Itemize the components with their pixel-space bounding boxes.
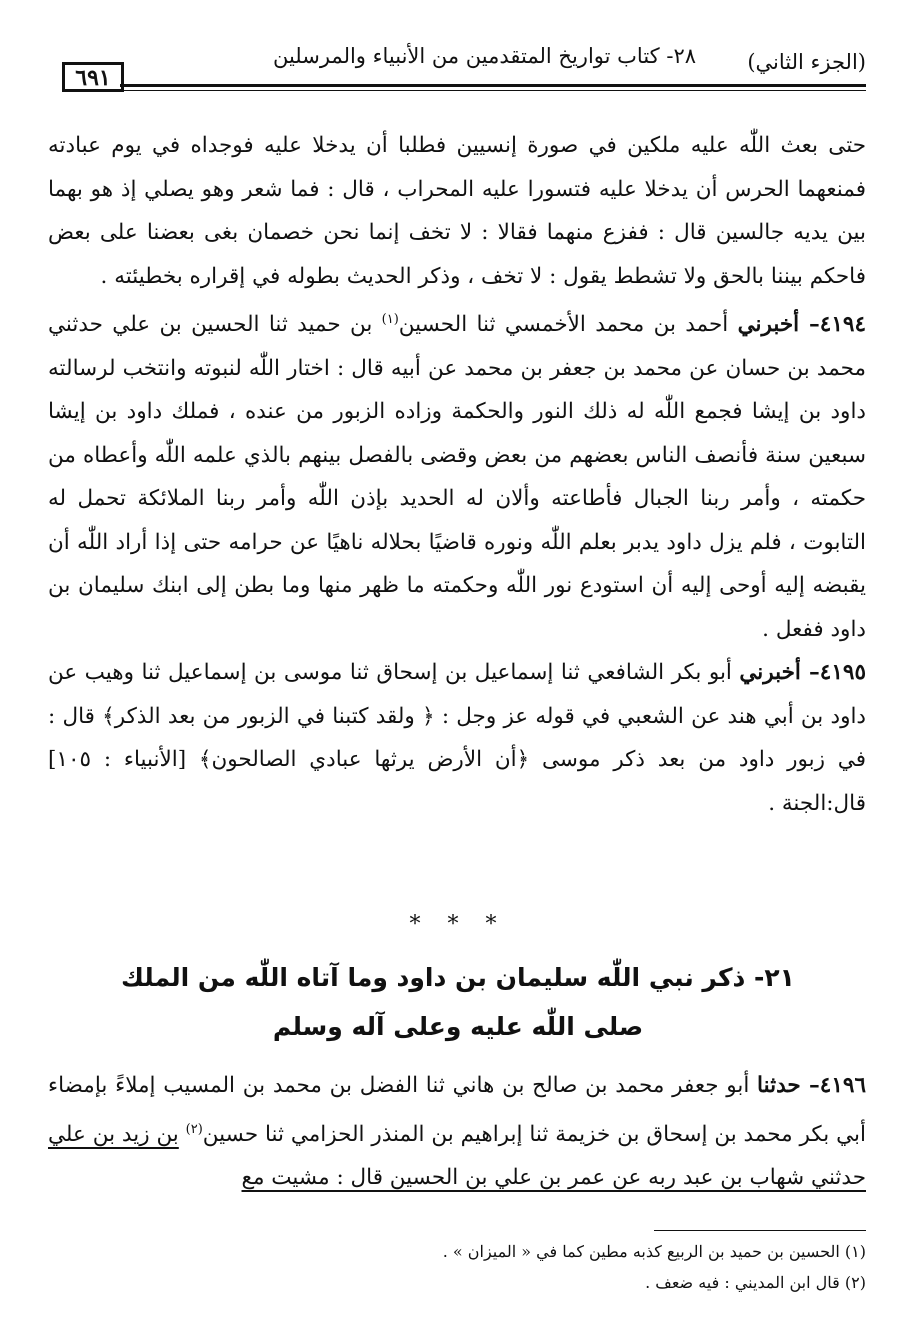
footnotes — [48, 1236, 866, 1298]
hadith-4195 — [48, 651, 866, 825]
hadith-number: ٤١٩٦ — [819, 1073, 866, 1098]
main-text-2 — [48, 1064, 866, 1200]
hadith-4196 — [48, 1064, 866, 1200]
footnote-rule — [654, 1230, 866, 1231]
page-header — [60, 40, 866, 100]
footnote-text: الحسين بن حميد بن الربيع كذبه مطين كما في « الميزان » . — [442, 1242, 840, 1261]
hadith-label: – أخبرني — [737, 312, 820, 338]
page-number: ٦٩١ — [62, 62, 124, 92]
footnote-item — [48, 1236, 866, 1267]
footnote-number: (١) — [844, 1242, 866, 1261]
chapter-subtitle: صلى اللّٰه عليه وعلى آله وسلم — [272, 1012, 644, 1041]
volume-label: (الجزء الثاني) — [747, 50, 866, 74]
header-rule-thick — [120, 84, 866, 87]
hadith-label: – أخبرني — [739, 660, 820, 686]
hadith-text: أبو جعفر محمد بن صالح بن هاني ثنا الفضل بن محمد بن المسيب إملاءً بإمضاء أبي بكر محمد بن إسحاق بن خزيمة ثنا إبراهيم بن المنذر الحزامي ثنا حسين — [48, 1073, 866, 1147]
main-text — [48, 124, 866, 825]
chapter-title: ٢١- ذكر نبي اللّٰه سليمان بن داود وما آتاه اللّٰه من الملك — [121, 963, 795, 992]
book-title: ٢٨- كتاب تواريخ المتقدمين من الأنبياء والمرسلين — [272, 44, 696, 68]
footnote-text: قال ابن المديني : فيه ضعف . — [645, 1273, 840, 1292]
hadith-text: أبو بكر الشافعي ثنا إسماعيل بن إسحاق ثنا موسى بن إسماعيل ثنا وهيب عن داود بن أبي هند عن الشعبي في قوله عز وجل : ﴿ ولقد كتبنا في الزبور من بعد الذكر﴾ قال : في زبور داود من بعد ذكر موسى ﴿أن الأرض يرثها عبادي الصالحون﴾ [الأنبياء : ١٠٥] قال:الجنة . — [48, 660, 866, 816]
footnote-ref: (١) — [381, 312, 399, 327]
hadith-label: – حدثنا — [757, 1073, 820, 1098]
intro-paragraph: حتى بعث اللّٰه عليه ملكين في صورة إنسيين فطلبا أن يدخلا عليه فوجداه في يوم عبادته فمنعهما الحرس أن يدخلا عليه فتسورا عليه المحراب ، قال : فما شعر وهو يصلي إذ هو بهما بين يديه جالسين قال : ففزع منهما فقالا : لا تخف إنما نحن خصمان بغى بعضنا على بعض فاحكم بيننا بالحق ولا تشطط يقول : لا تخف ، وذكر الحديث بطوله في إقراره بخطيئته . — [48, 133, 866, 289]
hadith-number: ٤١٩٥ — [819, 660, 866, 686]
section-separator: * * * — [409, 912, 507, 937]
footnote-item — [48, 1267, 866, 1298]
hadith-text: بن حميد ثنا الحسين بن علي حدثني محمد بن حسان عن محمد بن جعفر بن محمد عن أبيه قال : اختار اللّٰه لنبوته وانتخب لرسالته داود بن إيشا فجمع اللّٰه له ذلك النور والحكمة وزاده الزبور من عنده ، فملك داود بن إيشا سبعين سنة فأنصف الناس بعضهم من بعض وقضى بالفصل بينهم بالذي علمه اللّٰه وأعطاه من حكمته ، وأمر ربنا الجبال فأطاعته وألان له الحديد بإذن اللّٰه وأمر ربنا الملائكة تحمل له التابوت ، فلم يزل داود يدبر بعلم اللّٰه ونوره قاضيًا بحلاله ناهيًا عن حرامه حتى إذا أراد اللّٰه أن يقبضه إليه أوحى إليه أن استودع نور اللّٰه وحكمته ما ظهر منها وما بطن إلى ابنك سليمان بن داود ففعل . — [48, 312, 866, 642]
hadith-text: أحمد بن محمد الأخمسي ثنا الحسين — [398, 312, 729, 338]
footnote-ref: (٢) — [185, 1121, 203, 1137]
hadith-number: ٤١٩٤ — [819, 312, 866, 338]
hadith-4194 — [48, 298, 866, 651]
hadith-text: بن زيد بن علي حدثني شهاب بن عبد ربه عن عمر بن علي بن الحسين قال : مشيت مع — [48, 1121, 866, 1191]
footnote-number: (٢) — [844, 1273, 866, 1292]
header-rule-thin — [120, 90, 866, 91]
